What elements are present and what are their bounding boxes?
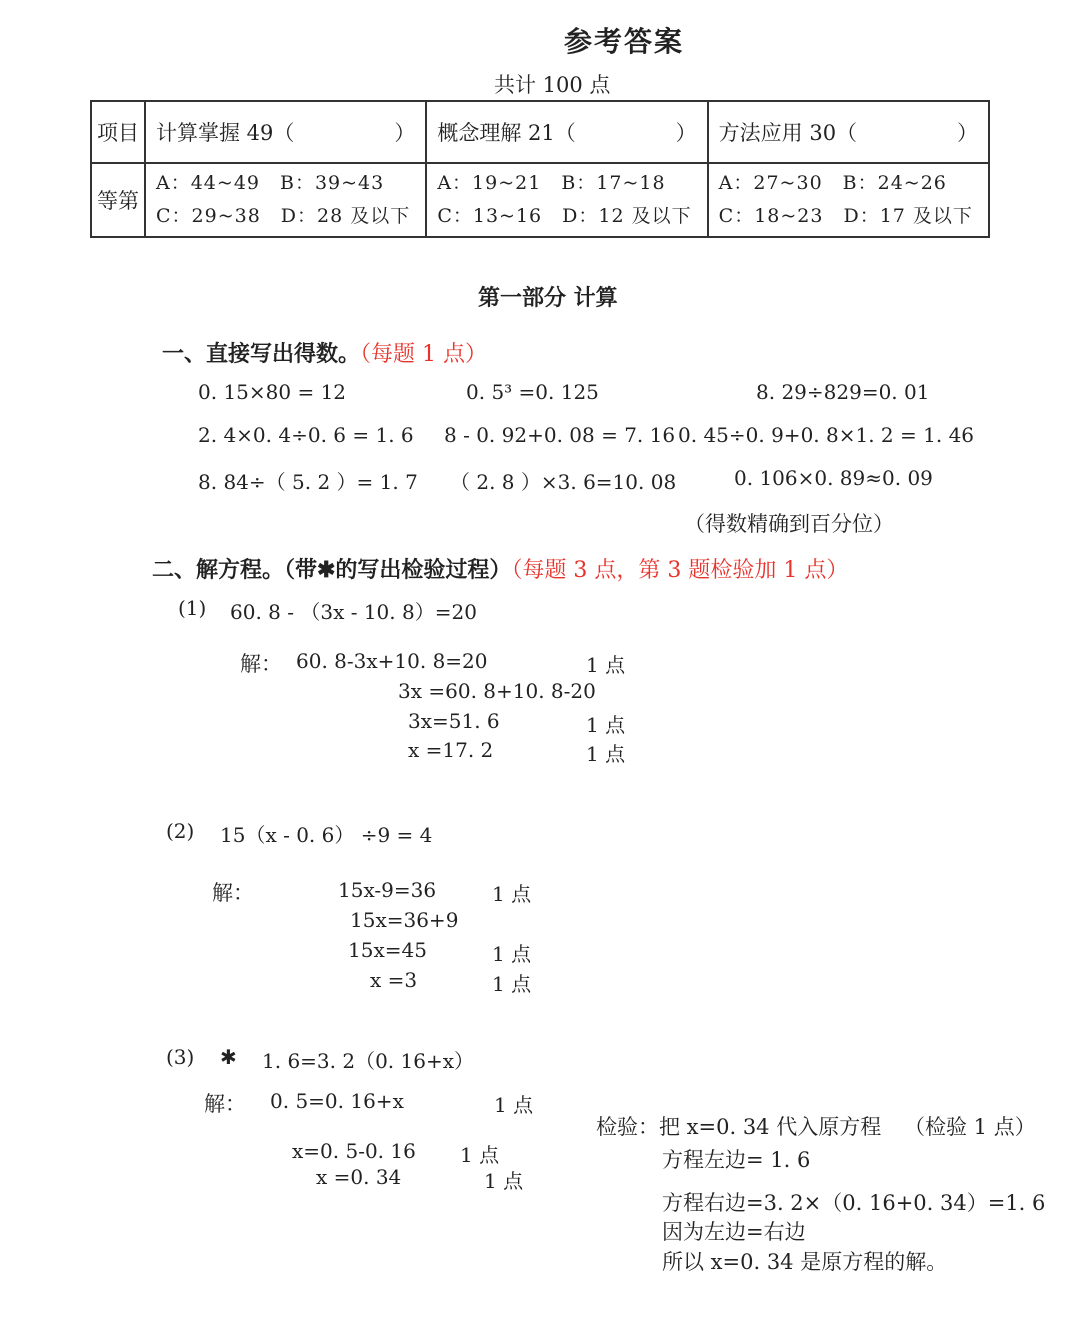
score-table-row (91, 101, 989, 163)
check-line: 所以 x=0. 34 是原方程的解。 (662, 1250, 948, 1274)
eq2-step: 15x-9=36 (338, 878, 437, 902)
category-close: ） (675, 121, 697, 145)
total-points: 共计 100 点 (494, 73, 611, 97)
eq1-label: (1) (178, 596, 207, 620)
category-name: 方法应用 30（ (718, 121, 858, 145)
eq3-solve-label: 解： (204, 1092, 246, 1116)
check-line: 方程右边=3. 2×（0. 16+0. 34）=1. 6 (662, 1191, 1046, 1215)
eq2-step: x =3 (370, 968, 418, 992)
grade-line: C：13~16 D：12 及以下 (437, 205, 692, 227)
star-icon: ✱ (220, 1045, 237, 1069)
calc-item: 8. 84÷（ 5. 2 ）= 1. 7 (198, 470, 418, 494)
section2-points: （每题 3 点，第 3 题检验加 1 点） (511, 558, 849, 583)
eq3-mark: 1 点 (484, 1169, 524, 1193)
check-points: （检验 1 点） (904, 1115, 1036, 1139)
eq1-step: 3x =60. 8+10. 8-20 (398, 679, 596, 703)
score-table (90, 100, 990, 238)
score-table-row (91, 163, 989, 237)
eq2-mark: 1 点 (492, 972, 532, 996)
eq3-step: x=0. 5-0. 16 (292, 1139, 416, 1163)
section1-points: （每题 1 点） (360, 342, 487, 367)
section1-title: 一、直接写出得数。 (162, 341, 361, 367)
grade-cell (426, 163, 707, 237)
category-name: 计算掌握 49（ (156, 121, 295, 145)
calc-item: 0. 5³ =0. 125 (466, 380, 599, 404)
eq2-step: 15x=36+9 (350, 908, 459, 932)
part-title: 第一部分 计算 (478, 285, 618, 311)
eq1-mark: 1 点 (586, 713, 626, 737)
calc-item: （ 2. 8 ）×3. 6=10. 08 (450, 470, 677, 494)
calc-item: 0. 45÷0. 9+0. 8×1. 2 = 1. 46 (678, 423, 975, 447)
eq2-step: 15x=45 (348, 938, 427, 962)
calc-item: 2. 4×0. 4÷0. 6 = 1. 6 (198, 423, 414, 447)
eq3-problem: 1. 6=3. 2（0. 16+x） (262, 1049, 475, 1073)
grade-line: A：27~30 B：24~26 (718, 172, 947, 194)
eq1-mark: 1 点 (586, 742, 626, 766)
eq2-problem: 15（x - 0. 6） ÷9 = 4 (220, 823, 433, 847)
calc-item: 8. 29÷829=0. 01 (756, 380, 930, 404)
section2-heading (152, 553, 848, 584)
grade-line: C：29~38 D：28 及以下 (156, 205, 411, 227)
eq3-label: (3) (166, 1045, 195, 1069)
eq1-solve-label: 解： (240, 652, 282, 676)
eq1-problem: 60. 8 - （3x - 10. 8）=20 (230, 600, 477, 624)
grade-cell (145, 163, 426, 237)
section2-title: 二、解方程。（带✱的写出检验过程） (152, 557, 512, 583)
grade-line: A：44~49 B：39~43 (156, 172, 385, 194)
eq1-step: 60. 8-3x+10. 8=20 (296, 649, 488, 673)
eq1-step: 3x=51. 6 (408, 709, 500, 733)
row-label-grade: 等第 (91, 163, 145, 237)
calc-item: 8 - 0. 92+0. 08 = 7. 16 (444, 423, 676, 447)
row-label-item: 项目 (91, 101, 145, 163)
eq3-step: x =0. 34 (316, 1165, 402, 1189)
category-cell (708, 101, 989, 163)
category-close: ） (957, 121, 978, 145)
page-title: 参考答案 (564, 25, 685, 58)
check-line: 方程左边= 1. 6 (662, 1148, 811, 1172)
eq2-mark: 1 点 (492, 882, 532, 906)
rounding-note: （得数精确到百分位） (684, 512, 894, 536)
category-cell (426, 101, 707, 163)
grade-cell (708, 163, 989, 237)
check-line: 因为左边=右边 (662, 1220, 806, 1244)
calc-item: 0. 15×80 = 12 (198, 380, 347, 404)
grade-line: C：18~23 D：17 及以下 (718, 205, 973, 227)
eq3-mark: 1 点 (494, 1093, 534, 1117)
eq3-mark: 1 点 (460, 1143, 500, 1167)
section1-heading (162, 337, 487, 368)
eq1-mark: 1 点 (586, 653, 626, 677)
category-cell (145, 101, 426, 163)
calc-item: 0. 106×0. 89≈0. 09 (734, 466, 933, 490)
eq2-mark: 1 点 (492, 942, 532, 966)
eq1-step: x =17. 2 (408, 738, 494, 762)
grade-line: A：19~21 B：17~18 (437, 172, 666, 194)
eq2-solve-label: 解： (212, 881, 254, 905)
category-close: ） (394, 121, 416, 145)
eq3-step: 0. 5=0. 16+x (270, 1089, 404, 1113)
eq2-label: (2) (166, 819, 195, 843)
check-line: 检验：把 x=0. 34 代入原方程 (596, 1115, 882, 1139)
category-name: 概念理解 21（ (437, 121, 576, 145)
